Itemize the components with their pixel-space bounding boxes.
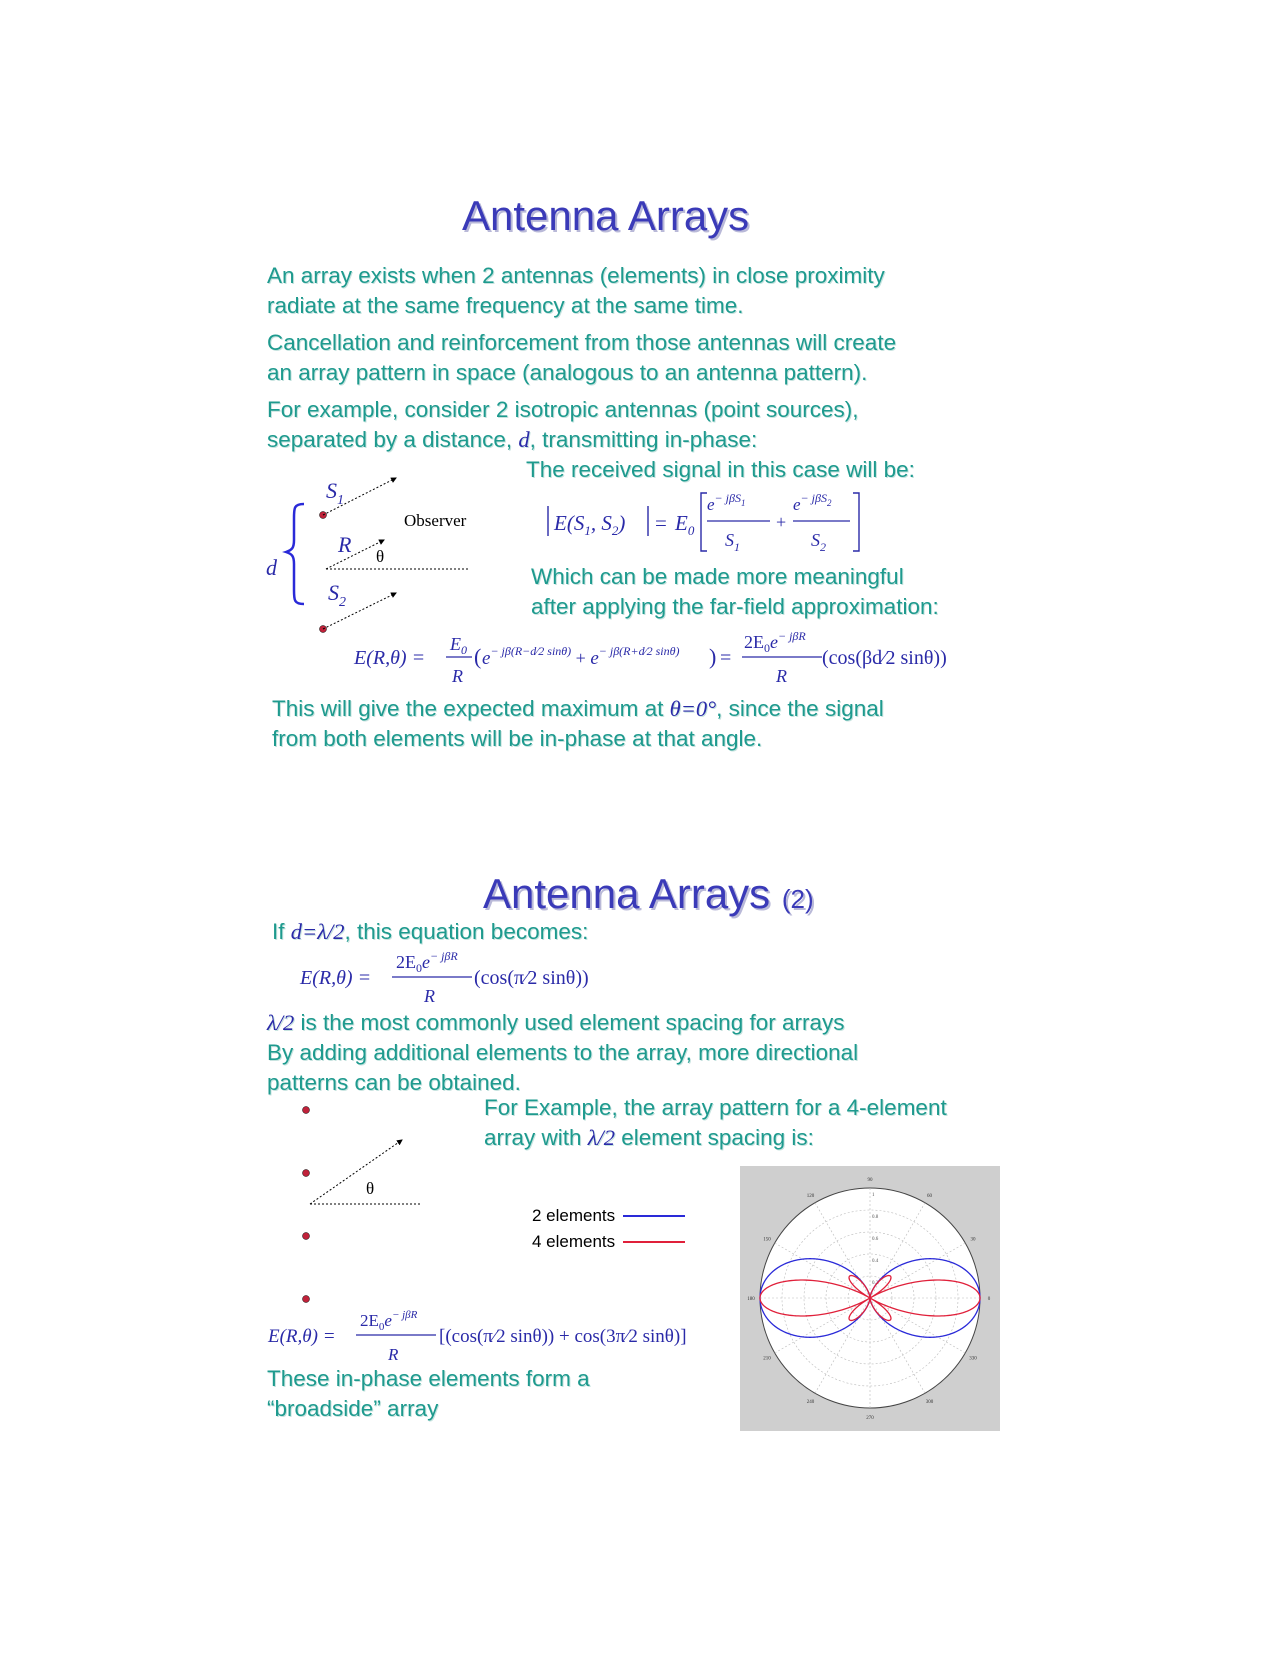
svg-text:E(S1, S2): $E(S_1$, $S_2$): [554, 511, 626, 538]
theta-zero: θ=0°: [669, 696, 717, 721]
r-label: R: [338, 532, 352, 557]
svg-text:=: =: [720, 647, 732, 669]
d-brace: [286, 504, 304, 604]
example-line-2: array with λ/2 element spacing is:: [484, 1125, 814, 1150]
element-dot-2: [303, 1170, 310, 1177]
svg-text:S2: $S_2$: [811, 530, 826, 554]
svg-text:(cos(βd⁄2 sinθ)): (cos(βd⁄2 sinθ)): [822, 647, 947, 669]
d-label: d: [266, 555, 277, 580]
svg-text:E(R,θ) =: E(R,θ) =: [300, 967, 372, 989]
legend-label-4: 4 elements: [532, 1232, 616, 1251]
maximum-line-2: from both elements will be in-phase at that angle.: [272, 726, 763, 751]
svg-text:=: =: [655, 511, 667, 535]
d-symbol: d: [518, 427, 530, 452]
equation-received-signal: [545, 490, 865, 560]
radial-tick-label: 0.2: [872, 1281, 879, 1286]
svg-text:e− jβS1: $e^{- j\beta S}_1$: [707, 491, 746, 514]
adding-elements-text: [267, 1038, 858, 1098]
svg-text:E(R,θ) =: E(R,θ) =: [354, 647, 426, 669]
four-element-diagram: [290, 1100, 430, 1310]
polar-chart: [740, 1166, 1000, 1431]
received-signal-text: The received signal in this case will be:: [526, 457, 915, 482]
legend-line-blue: [623, 1215, 685, 1217]
broadside-line-2: “broadside” array: [267, 1396, 439, 1421]
p3-line-2: separated by a distance, d, transmitting in-phase:: [267, 427, 758, 452]
maximum-line-1: This will give the expected maximum at θ=0°, since the signal: [272, 696, 884, 721]
broadside-text: [267, 1364, 590, 1424]
angle-tick-label: 240: [806, 1400, 815, 1406]
svg-text:e− jβ(R−d⁄2 sinθ) + e− jβ(R+d⁄: $e^{- j\beta(R-d⁄2 sin\theta)} + e^{- j\beta(R+d⁄2 sin\theta)}$: [482, 644, 680, 669]
adding-line-2: patterns can be obtained.: [267, 1070, 521, 1095]
radial-tick-label: 0.8: [872, 1215, 879, 1220]
theta-label: θ: [376, 547, 385, 566]
svg-text:2E0e− jβR: $2E_0e^{- j\beta R}$: [360, 1309, 418, 1333]
radial-tick-label: 0.4: [872, 1259, 879, 1264]
svg-text:R: R: [388, 1345, 399, 1364]
angle-tick-label: 210: [763, 1356, 771, 1362]
angle-tick-label: 120: [806, 1193, 815, 1199]
angle-tick-label: 30: [970, 1237, 976, 1243]
lambda-half-2: λ/2: [587, 1125, 616, 1150]
maximum-text: [272, 694, 884, 754]
angle-tick-label: 270: [866, 1416, 874, 1421]
svg-text:2E0e− jβR: $2E_0e^{- j\beta R}$: [744, 629, 806, 655]
if-spacing-text: If d=λ/2, this equation becomes:: [272, 919, 589, 944]
angle-tick-label: 180: [747, 1297, 755, 1302]
legend-item-4-elements: [532, 1229, 685, 1255]
svg-text:+: +: [776, 512, 787, 532]
element-dot-1: [303, 1107, 310, 1114]
svg-text:E0: $E_0$: [675, 511, 695, 538]
slide1-paragraph-3: [267, 395, 859, 455]
meaningful-line-1: Which can be made more meaningful: [531, 564, 904, 589]
spacing-text: λ/2 is the most commonly used element spacing for arrays: [267, 1010, 845, 1035]
s2-label: $S_2$: [328, 580, 346, 610]
theta-label-2: θ: [366, 1179, 375, 1198]
svg-text:E(R,θ) =: E(R,θ) =: [268, 1326, 336, 1347]
two-element-diagram: [258, 468, 488, 638]
radial-tick-label: 0.6: [872, 1237, 879, 1242]
slide2-title: Antenna Arrays (2): [483, 870, 814, 917]
p1-line-2: radiate at the same frequency at the same time.: [267, 293, 744, 318]
radial-tick-label: 1: [872, 1193, 875, 1198]
p2-line-2: an array pattern in space (analogous to an antenna pattern).: [267, 360, 868, 385]
svg-text:E0: $E_0$: [450, 634, 467, 657]
legend-line-red: [623, 1241, 685, 1243]
angle-tick-label: 150: [763, 1237, 771, 1243]
p2-line-1: Cancellation and reinforcement from those antennas will create: [267, 330, 897, 355]
angle-tick-label: 0: [987, 1297, 991, 1302]
example-line-1: For Example, the array pattern for a 4-element: [484, 1095, 947, 1120]
equation-far-field: [352, 628, 982, 690]
svg-text:): ): [709, 644, 717, 669]
slide1-paragraph-2: [267, 328, 896, 388]
broadside-line-1: These in-phase elements form a: [267, 1366, 590, 1391]
svg-text:[(cos(π⁄2 sinθ)) + cos(3π⁄2 si: [(cos(π⁄2 sinθ)) + cos(3π⁄2 sinθ)]: [439, 1326, 687, 1347]
svg-text:2E0e− jβR: $2E_0e^{- j\beta R}$: [396, 949, 458, 975]
half-wavelength: d=λ/2: [290, 919, 345, 944]
svg-text:e− jβS2: $e^{- j\beta S}_2$: [793, 491, 832, 514]
adding-line-1: By adding additional elements to the array, more directional: [267, 1040, 859, 1065]
lambda-half: λ/2: [267, 1010, 295, 1035]
p3-line-1: For example, consider 2 isotropic antennas (point sources),: [267, 397, 859, 422]
p1-line-1: An array exists when 2 antennas (elements) in close proximity: [267, 263, 885, 288]
example-text: [484, 1093, 947, 1153]
svg-text:R: R: [452, 666, 463, 686]
angle-tick-label: 90: [867, 1178, 873, 1183]
element-dot-3: [303, 1233, 310, 1240]
legend-item-2-elements: [532, 1203, 685, 1229]
slide1-paragraph-1: [267, 261, 885, 321]
svg-text:R: R: [424, 986, 435, 1006]
s1-label: $S_1$: [326, 478, 344, 508]
svg-text:R: R: [776, 666, 787, 686]
svg-text:(cos(π⁄2 sinθ)): (cos(π⁄2 sinθ)): [474, 967, 589, 989]
polar-chart-panel: [740, 1166, 1000, 1431]
element-dot-4: [303, 1296, 310, 1303]
legend: [532, 1203, 685, 1255]
equation-half-wave: [298, 948, 628, 1008]
equation-four-element: [266, 1306, 746, 1366]
angle-tick-label: 330: [969, 1356, 977, 1362]
svg-text:S1: $S_1$: [725, 530, 740, 554]
title-suffix: (2): [781, 884, 814, 914]
svg-text:(: (: [474, 644, 482, 669]
meaningful-line-2: after applying the far-field approximation:: [531, 594, 939, 619]
angle-tick-label: 60: [927, 1193, 932, 1199]
observer-label: Observer: [404, 511, 467, 530]
angle-tick-label: 300: [925, 1400, 934, 1406]
legend-label-2: 2 elements: [532, 1206, 616, 1225]
slide1-title: Antenna Arrays: [462, 192, 750, 239]
meaningful-text: [531, 562, 939, 622]
